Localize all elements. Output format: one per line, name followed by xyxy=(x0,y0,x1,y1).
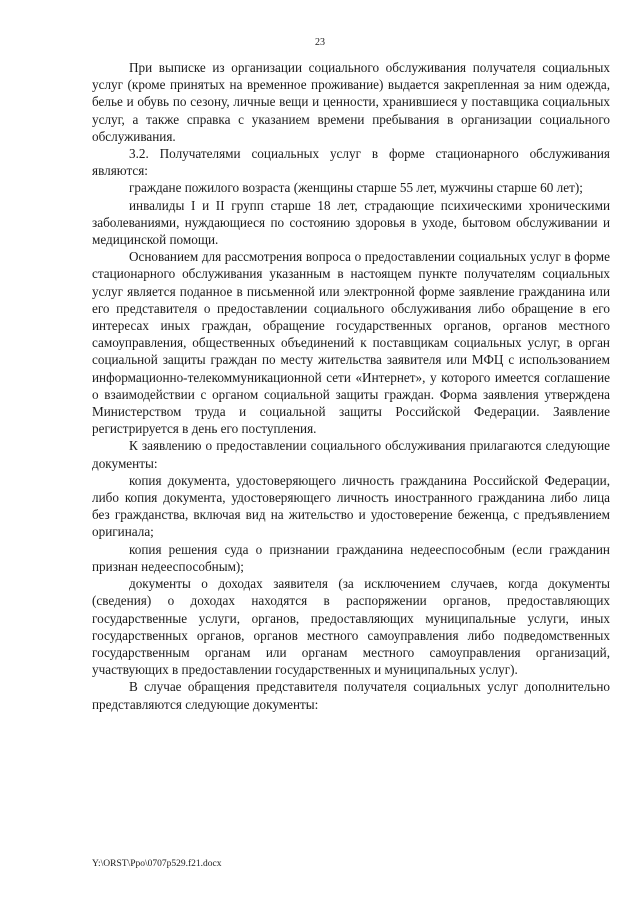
paragraph-elderly: граждане пожилого возраста (женщины старше 55 лет, мужчины старше 60 лет); xyxy=(129,180,583,196)
paragraph-attached-documents: К заявлению о предоставлении социального обслуживания прилагаются следующие документы: xyxy=(92,438,610,471)
paragraph-basis: Основанием для рассмотрения вопроса о предоставлении социальных услуг в форме стационарного обслуживания указанным в настоящем пункте получателям социальных услуг является поданное в письменной или электронной форме заявление гражданина или его представителя о предоставлении социального обслуживания либо обращение в его интересах иных граждан, обращение государственных органов, органов местного самоуправления, общественных объединений к поставщикам социальных услуг, в орган социальной защиты граждан по месту жительства заявителя или МФЦ с использованием информационно-телекоммуникационной сети «Интернет», у которого имеется соглашение о взаимодействии с органом социальной защиты граждан. Форма заявления утверждена Министерством труда и социальной защиты Российской Федерации. Заявление регистрируется в день его поступления. xyxy=(92,249,610,437)
document-body xyxy=(92,59,610,713)
paragraph-discharge: При выписке из организации социального обслуживания получателя социальных услуг (кроме принятых на временное проживание) выдается закрепленная за ним одежда, белье и обувь по сезону, личные вещи и ценности, хранившиеся у поставщика социальных услуг, а также справка с указанием времени пребывания в организации социального обслуживания. xyxy=(92,60,610,144)
file-path-footer: Y:\ORST\Ppo\0707p529.f21.docx xyxy=(92,859,222,869)
paragraph-section-3-2: 3.2. Получателями социальных услуг в форме стационарного обслуживания являются: xyxy=(92,146,610,179)
paragraph-disabled: инвалиды I и II групп старше 18 лет, страдающие психическими хроническими заболеваниями, нуждающиеся по состоянию здоровья в уходе, бытовом обслуживании и медицинской помощи. xyxy=(92,197,610,248)
page-number: 23 xyxy=(315,37,325,48)
paragraph-identity-copy: копия документа, удостоверяющего личность гражданина Российской Федерации, либо копия документа, удостоверяющего личность иностранного гражданина либо лица без гражданства, включая вид на жительство и удостоверение беженца, с предъявлением оригинала; xyxy=(92,472,610,540)
paragraph-income-documents: документы о доходах заявителя (за исключением случаев, когда документы (сведения) о доходах находятся в распоряжении органов, предоставляющих государственные услуги, органов, предоставляющих муниципальные услуги, иных государственных органов, органов местного самоуправления либо подведомственных государственным органам или органам местного самоуправления организаций, участвующих в предоставлении государственных и муниципальных услуг). xyxy=(92,576,610,678)
paragraph-representative: В случае обращения представителя получателя социальных услуг дополнительно представляются следующие документы: xyxy=(92,679,610,712)
paragraph-court-decision: копия решения суда о признании гражданина недееспособным (если гражданин признан недееспособным); xyxy=(92,541,610,574)
